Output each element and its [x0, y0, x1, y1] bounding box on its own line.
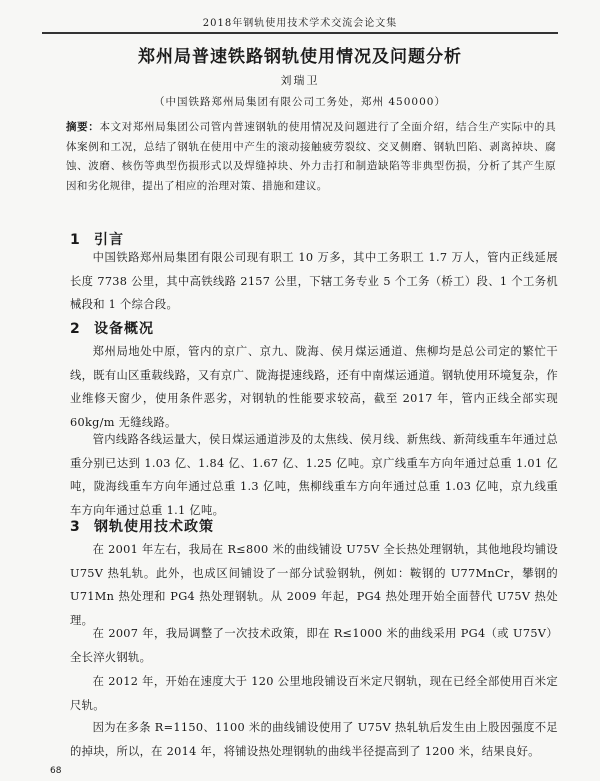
author: 刘瑞卫	[280, 74, 320, 87]
abstract-label: 摘要：	[66, 121, 100, 133]
paragraph: 因为在多条 R=1150、1100 米的曲线铺设使用了 U75V 热轧轨后发生由上股因强度不足的掉块，所以，在 2014 年，将铺设热处理钢轨的曲线半径提高到了 1200 米，结果良好。	[70, 721, 558, 758]
section-number: 2	[70, 321, 81, 337]
section-number: 3	[70, 519, 81, 535]
paragraph: 在 2001 年左右，我局在 R≤800 米的曲线铺设 U75V 全长热处理钢轨，其他地段均铺设 U75V 热轧轨。此外，也成区间铺设了一部分试验钢轨，例如：鞍钢的 U77MnCr，攀钢的 U71Mn 热处理和 PG4 热处理钢轨。从 2009 年起，PG4 热处理开始全面替代 U75V 热处理。	[70, 543, 558, 627]
paragraph: 在 2012 年，开始在速度大于 120 公里地段铺设百米定尺钢轨，现在已经全部使用百米定尺轨。	[70, 675, 558, 712]
affiliation: （中国铁路郑州局集团有限公司工务处，郑州 450000）	[154, 96, 446, 108]
header-rule	[42, 33, 558, 34]
abstract	[66, 118, 556, 196]
section-heading-2	[70, 318, 154, 338]
section-title: 引言	[94, 232, 124, 248]
paragraph: 在 2007 年，我局调整了一次技术政策，即在 R≤1000 米的曲线采用 PG4（或 U75V）全长淬火钢轨。	[70, 627, 558, 664]
paragraph: 管内线路各线运量大，侯日煤运通道涉及的太焦线、侯月线、新焦线、新菏线重车年通过总重分别已达到 1.03 亿、1.84 亿、1.67 亿、1.25 亿吨。京广线重车方向年通过总重 1.01 亿吨，陇海线重车方向年通过总重 1.3 亿吨，焦柳线重车方向年通过总重 1.03 亿吨，京九线重车方向年通过总重 1.1 亿吨。	[70, 433, 558, 517]
section-title: 设备概况	[94, 321, 154, 337]
paper-title: 郑州局普速铁路钢轨使用情况及问题分析	[138, 47, 462, 67]
abstract-text: 本文对郑州局集团公司管内普速钢轨的使用情况及问题进行了全面介绍，结合生产实际中的具体案例和工况，总结了钢轨在使用中产生的滚动接触疲劳裂纹、交叉侧磨、钢轨凹陷、剥离掉块、腐蚀、波磨、核伤等典型伤损形式以及焊缝掉块、外力击打和制造缺陷等非典型伤损，分析了其产生原因和劣化规律，提出了相应的治理对策、措施和建议。	[66, 121, 557, 192]
page-number: 68	[50, 766, 62, 776]
section-heading-3	[70, 516, 214, 536]
running-header: 2018年钢轨使用技术学术交流会论文集	[42, 14, 558, 33]
paragraph: 中国铁路郑州局集团有限公司现有职工 10 万多，其中工务职工 1.7 万人，管内正线延展长度 7738 公里，其中高铁线路 2157 公里，下辖工务专业 5 个工务（桥工）段、1 个工务机械段和 1 个综合段。	[70, 251, 558, 311]
section-title: 钢轨使用技术政策	[94, 519, 214, 535]
section-number: 1	[70, 232, 81, 248]
paragraph: 郑州局地处中原，管内的京广、京九、陇海、侯月煤运通道、焦柳均是总公司定的繁忙干线，既有山区重载线路，又有京广、陇海提速线路，还有中南煤运通道。钢轨使用环境复杂，作业维修天窗少，使用条件恶劣，对钢轨的性能要求较高，截至 2017 年，管内正线全部实现 60kg/m 无缝线路。	[70, 345, 558, 429]
